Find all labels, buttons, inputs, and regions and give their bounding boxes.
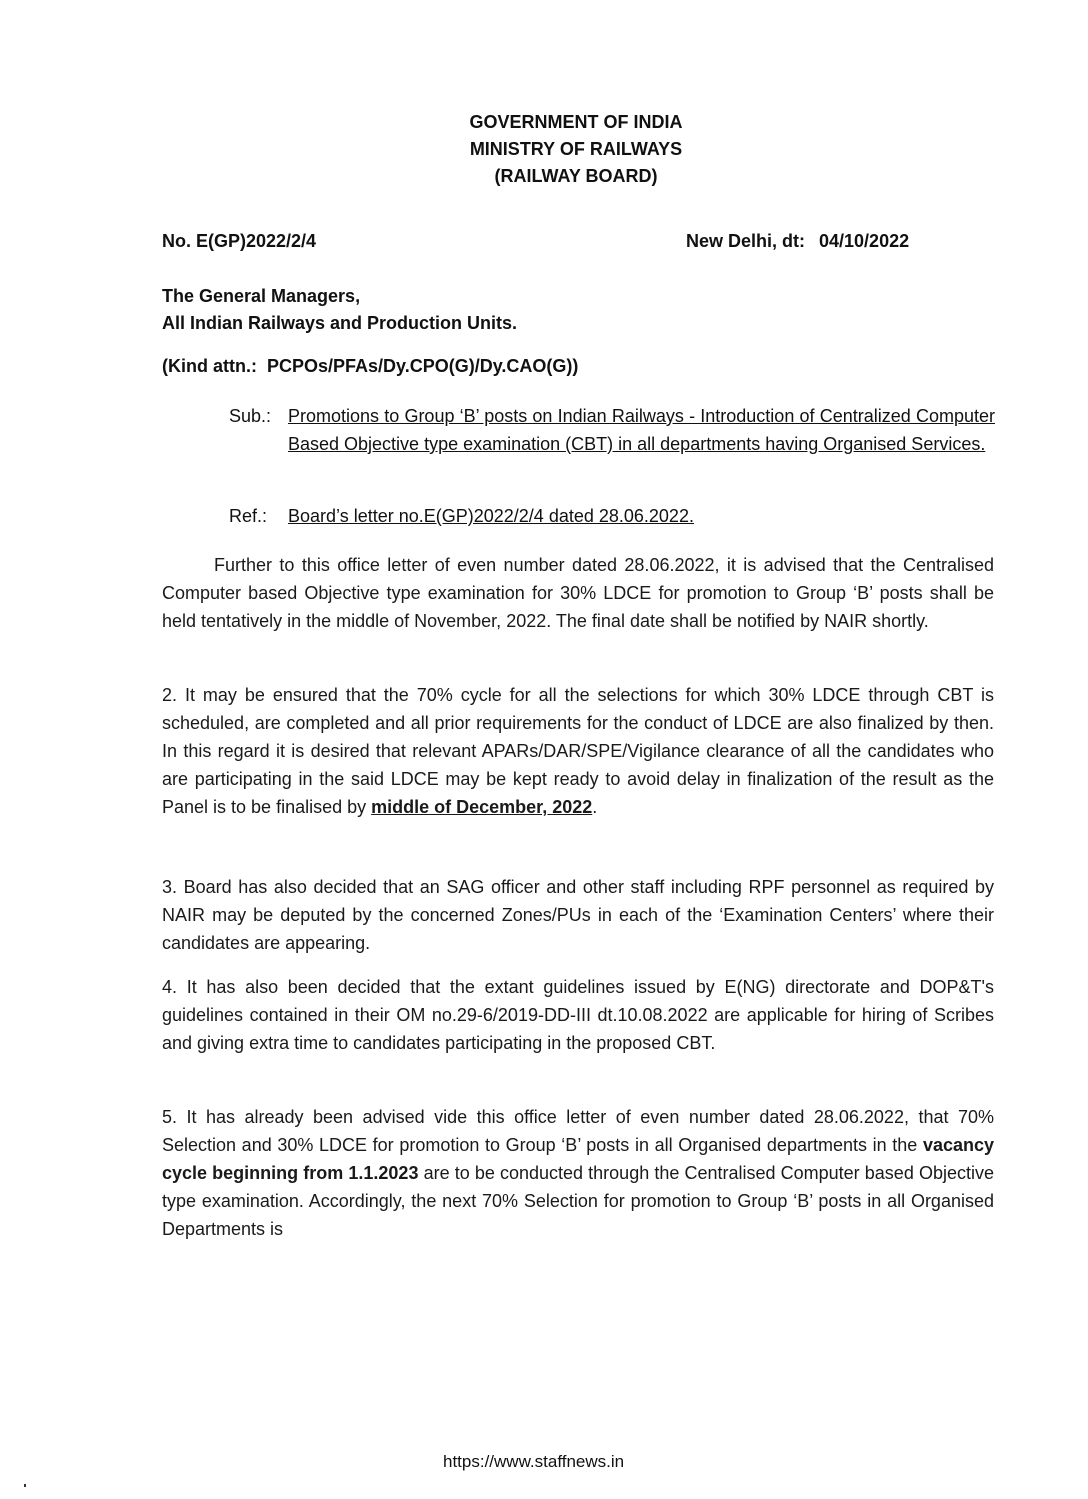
addressee-line-2: All Indian Railways and Production Units. bbox=[162, 313, 518, 333]
letterhead-board: (RAILWAY BOARD) bbox=[494, 166, 658, 186]
attention-label: (Kind attn.: bbox=[162, 356, 257, 376]
footer-url[interactable]: https://www.staffnews.in bbox=[443, 1452, 625, 1471]
paragraph-5-emphasis: vacancy cycle beginning from 1.1.2023 bbox=[162, 1135, 994, 1183]
paragraph-5-text: 5. It has already been advised vide this office letter of even number dated 28.06.2022, that 70% Selection and 30% LDCE for promotion to Group ‘B’ posts in all Organised departments in the bbox=[162, 1107, 994, 1155]
letterhead-government: GOVERNMENT OF INDIA bbox=[469, 112, 683, 132]
paragraph-5-end: are to be conducted through the Centralised Computer based Objective type examination. Accordingly, the next 70% Selection for promotion to Group ‘B’ posts in all Organised Departments is bbox=[162, 1163, 994, 1239]
letterhead-ministry: MINISTRY OF RAILWAYS bbox=[469, 139, 683, 159]
paragraph-3: 3. Board has also decided that an SAG officer and other staff including RPF personnel as required by NAIR may be deputed by the concerned Zones/PUs in each of the ‘Examination Centers’ where their candidates are appearing. bbox=[162, 877, 994, 953]
reference-label: Ref.: bbox=[229, 506, 268, 526]
addressee-line-1: The General Managers, bbox=[162, 286, 361, 306]
scan-speck bbox=[24, 1484, 26, 1487]
attention-value: PCPOs/PFAs/Dy.CPO(G)/Dy.CAO(G)) bbox=[267, 356, 579, 376]
paragraph-5 bbox=[162, 1103, 994, 1243]
paragraph-2 bbox=[162, 681, 994, 821]
place-date-label: New Delhi, dt: bbox=[686, 231, 806, 251]
letterhead bbox=[0, 109, 1088, 190]
addressee bbox=[162, 283, 948, 337]
paragraph-4: 4. It has also been decided that the extant guidelines issued by E(NG) directorate and DOP&T's guidelines contained in their OM no.29-6/2019-DD-III dt.10.08.2022 are applicable for hiring of Scribes and giving extra time to candidates participating in the proposed CBT. bbox=[162, 977, 994, 1053]
subject-label: Sub.: bbox=[229, 406, 272, 426]
letter-date: 04/10/2022 bbox=[819, 231, 910, 251]
paragraph-1: Further to this office letter of even number dated 28.06.2022, it is advised that the Centralised Computer based Objective type examination for 30% LDCE for promotion to Group ‘B’ posts shall be held tentatively in the middle of November, 2022. The final date shall be notified by NAIR shortly. bbox=[162, 555, 994, 631]
subject-text: Promotions to Group ‘B’ posts on Indian Railways - Introduction of Centralized Computer Based Objective type examination (CBT) in all departments having Organised Services. bbox=[288, 406, 995, 454]
paragraph-2-deadline: middle of December, 2022 bbox=[371, 797, 593, 817]
reference-text: Board’s letter no.E(GP)2022/2/4 dated 28.06.2022. bbox=[288, 506, 694, 526]
reference-block bbox=[229, 506, 694, 527]
subject-block bbox=[229, 402, 995, 458]
paragraph-2-end: . bbox=[592, 797, 598, 817]
place-date bbox=[686, 231, 909, 252]
reference-number: No. E(GP)2022/2/4 bbox=[162, 231, 317, 251]
paragraph-2-text: 2. It may be ensured that the 70% cycle for all the selections for which 30% LDCE through CBT is scheduled, are completed and all prior requirements for the conduct of LDCE are also finalized by then. In this regard it is desired that relevant APARs/DAR/SPE/Vigilance clearance of all the candidates who are participating in the said LDCE may be kept ready to avoid delay in finalization of the result as the Panel is to be finalised by bbox=[162, 685, 994, 817]
kind-attention bbox=[162, 356, 948, 377]
